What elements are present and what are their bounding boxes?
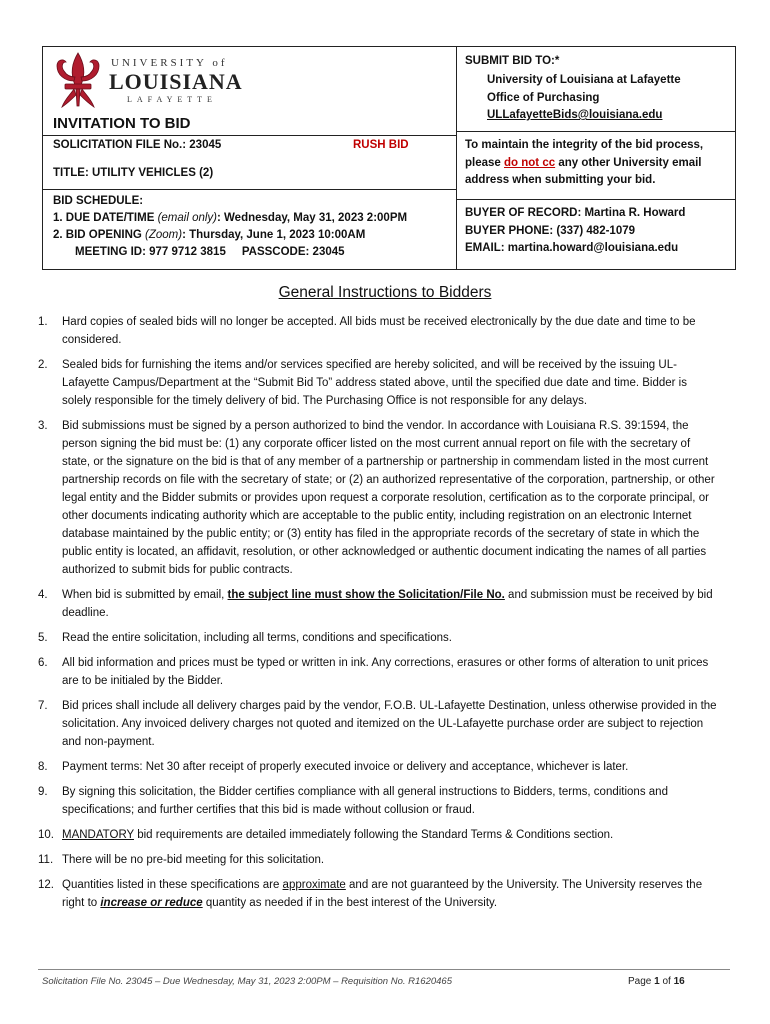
integrity-text: any other University email address when submitting your bid. xyxy=(465,156,702,186)
submit-address xyxy=(487,72,681,125)
meeting-line xyxy=(53,244,407,261)
item-text xyxy=(62,876,718,912)
item-number: 4. xyxy=(38,589,48,601)
item-number: 1. xyxy=(38,316,48,328)
total-pages: 16 xyxy=(673,976,685,987)
instructions-list xyxy=(38,313,718,919)
general-instructions-title: General Instructions to Bidders xyxy=(278,284,492,301)
item-number: 2. xyxy=(38,359,48,371)
bid-title: TITLE: UTILITY VEHICLES (2) xyxy=(53,167,214,179)
item-text: There will be no pre-bid meeting for this solicitation. xyxy=(62,854,325,866)
list-item xyxy=(38,654,718,690)
fleur-de-lis-icon xyxy=(53,51,103,111)
bid-header-left xyxy=(43,47,457,269)
bid-opening-line xyxy=(53,227,407,244)
item-emphasis: increase or reduce xyxy=(100,897,203,909)
item-text: Sealed bids for furnishing the items and/or services specified are hereby solicited, and will be received by the issuing UL-Lafayette Campus/Department at the “Submit Bid To” address stated above, until the specified due date and time. Bidder is solely responsible for the timely delivery of bid. The Purchasing Office is not responsible for any delays. xyxy=(62,359,687,407)
divider xyxy=(457,199,735,200)
submit-address-line: Office of Purchasing xyxy=(487,91,600,104)
item-text-part: quantity as needed if in the best interest of the University. xyxy=(202,897,498,909)
item-number: 10. xyxy=(38,829,54,841)
list-item xyxy=(38,851,718,869)
bid-header-right xyxy=(457,47,735,269)
item-emphasis: the subject line must show the Solicitation/File No. xyxy=(227,589,505,601)
due-date-line xyxy=(53,210,407,227)
divider xyxy=(457,131,735,132)
submit-address-line: University of Louisiana at Lafayette xyxy=(487,74,681,86)
due-prefix: 1. DUE DATE/TIME xyxy=(53,212,158,224)
list-item xyxy=(38,417,718,579)
list-item xyxy=(38,356,718,410)
buyer-phone: BUYER PHONE: (337) 482-1079 xyxy=(465,224,636,237)
item-text: Bid submissions must be signed by a person authorized to bind the vendor. In accordance with Louisiana R.S. 39:1594, the person signing the bid must be: (1) any corporate officer listed on the most current annual report on file with the secretary of state, or the signature on the bid is that of any member of a partnership or partnership in commendam listed in the most current partnership records on file with the secretary of state; or (2) an authorized representative of the corporation, partnership, or other legal entity and the Bidder submits or provides upon request a corporate resolution, certification as to the corporate principal, or other documents indicating authority which are acceptable to the public entity, including registration on an electronic Internet database maintained by the public entity; or (3) entity has filed in the appropriate records of the secretary of state in which the public entity is located, an affidavit, resolution, or other acknowledged or authentic document indicating the names of all parties authorized to submit bids for public contracts. xyxy=(62,420,715,576)
item-text: By signing this solicitation, the Bidder certifies compliance with all general instructions to Bidders, terms, conditions and specifications; and further certifies that this bid is made without collusion or fraud. xyxy=(62,786,668,816)
divider xyxy=(43,135,457,136)
list-item xyxy=(38,783,718,819)
integrity-text: To maintain the integrity of the bid process, please xyxy=(465,139,704,169)
submit-bid-label: SUBMIT BID TO:* xyxy=(465,55,560,67)
due-datetime: : Wednesday, May 31, 2023 2:00PM xyxy=(217,212,408,224)
item-text-part: Quantities listed in these specifications are xyxy=(62,879,283,891)
university-logo xyxy=(53,51,243,113)
page-of: of xyxy=(659,976,674,987)
list-item xyxy=(38,697,718,751)
item-number: 8. xyxy=(38,761,48,773)
do-not-cc-text: do not cc xyxy=(504,156,556,169)
logo-university-text: UNIVERSITY of xyxy=(111,57,228,69)
logo-louisiana-text: LOUISIANA xyxy=(109,69,243,94)
passcode: PASSCODE: 23045 xyxy=(241,246,345,258)
logo-lafayette-text: LAFAYETTE xyxy=(127,95,217,104)
integrity-note xyxy=(465,137,730,190)
buyer-info xyxy=(465,205,685,258)
page-number xyxy=(628,976,685,987)
item-text-part: and are not guaranteed by the University. The University reserves the right to xyxy=(62,879,703,909)
invitation-heading: INVITATION TO BID xyxy=(53,115,191,132)
bid-schedule xyxy=(53,193,407,261)
open-datetime: : Thursday, June 1, 2023 10:00AM xyxy=(182,229,366,241)
item-number: 5. xyxy=(38,632,48,644)
item-text xyxy=(62,586,718,622)
list-item xyxy=(38,758,718,776)
item-text-part: bid requirements are detailed immediately following the Standard Terms & Conditions section. xyxy=(134,829,614,841)
schedule-label: BID SCHEDULE: xyxy=(53,195,144,207)
buyer-name: BUYER OF RECORD: Martina R. Howard xyxy=(465,207,686,219)
item-number: 11. xyxy=(38,854,54,866)
divider xyxy=(43,189,457,190)
list-item xyxy=(38,629,718,647)
item-number: 7. xyxy=(38,700,48,712)
rush-bid-label: RUSH BID xyxy=(353,139,409,151)
due-mode: (email only) xyxy=(157,212,218,224)
item-emphasis: approximate xyxy=(282,879,346,891)
list-item xyxy=(38,313,718,349)
list-item xyxy=(38,586,718,622)
item-number: 6. xyxy=(38,657,48,669)
item-text-part: and submission must be received by bid deadline. xyxy=(62,589,713,619)
meeting-id: MEETING ID: 977 9712 3815 xyxy=(75,246,226,258)
item-text: Bid prices shall include all delivery charges paid by the vendor, F.O.B. UL-Lafayette Destination, unless otherwise provided in the solicitation. Any invoiced delivery charges not quoted and itemized on the UL-Lafayette purchase order are subject to rejection and non-payment. xyxy=(62,700,717,748)
item-number: 3. xyxy=(38,420,48,432)
item-text: All bid information and prices must be typed or written in ink. Any corrections, erasures or other forms of alteration to unit prices are to be initialed by the Bidder. xyxy=(62,657,709,687)
footer-solicitation: Solicitation File No. 23045 – Due Wednesday, May 31, 2023 2:00PM – Requisition No. R1620465 xyxy=(42,976,452,987)
footer-divider xyxy=(38,969,730,970)
current-page: 1 xyxy=(654,976,660,987)
buyer-email: EMAIL: martina.howard@louisiana.edu xyxy=(465,242,679,254)
open-mode: (Zoom) xyxy=(145,229,183,241)
bid-header-box xyxy=(42,46,736,270)
list-item xyxy=(38,876,718,912)
item-emphasis: MANDATORY xyxy=(62,829,134,841)
item-text-part: When bid is submitted by email, xyxy=(62,589,228,601)
list-item xyxy=(38,826,718,844)
page-prefix: Page xyxy=(628,976,655,987)
submit-email-link[interactable]: ULLafayetteBids@louisiana.edu xyxy=(487,109,663,121)
item-text: Payment terms: Net 30 after receipt of properly executed invoice or delivery and acceptance, whichever is later. xyxy=(62,761,629,773)
item-text xyxy=(62,826,718,844)
solicitation-file: SOLICITATION FILE No.: 23045 xyxy=(53,139,222,151)
item-text: Read the entire solicitation, including all terms, conditions and specifications. xyxy=(62,632,452,644)
item-number: 12. xyxy=(38,879,54,891)
item-number: 9. xyxy=(38,786,48,798)
item-text: Hard copies of sealed bids will no longer be accepted. All bids must be received electronically by the due date and time to be considered. xyxy=(62,316,696,346)
open-prefix: 2. BID OPENING xyxy=(53,229,146,241)
